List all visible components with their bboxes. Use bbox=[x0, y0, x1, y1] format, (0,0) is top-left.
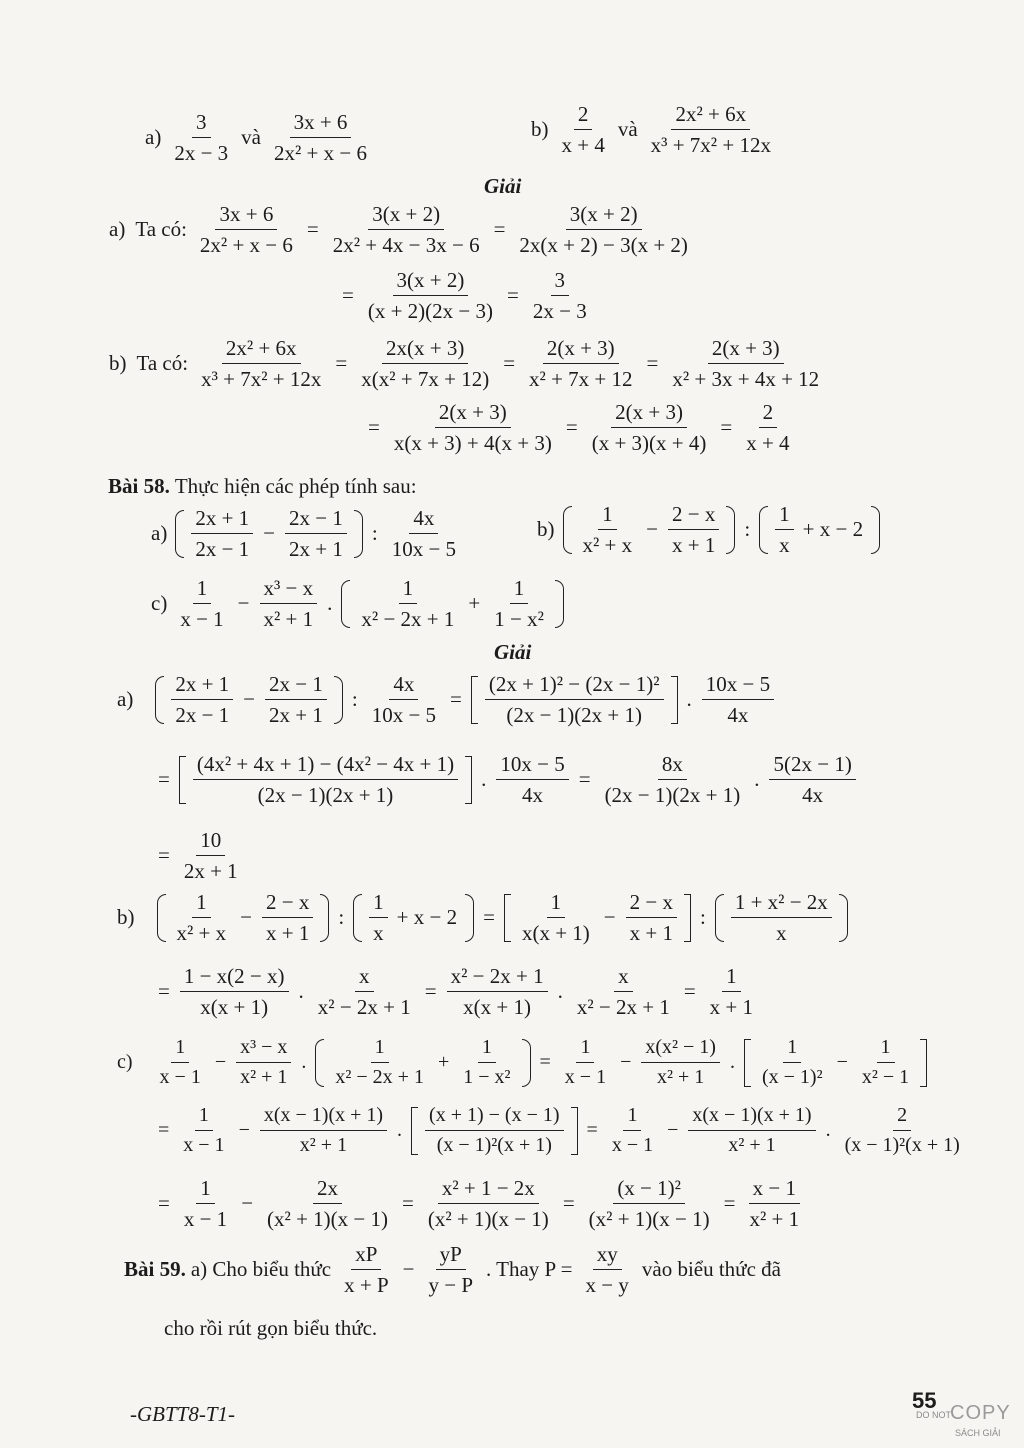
problem-number: Bài 59. bbox=[124, 1257, 186, 1282]
fraction: $\frac{1}{\text{x² − 2x + 1}}$ bbox=[361, 576, 455, 632]
fraction: $\frac{1}{\text{x² + x}}$ bbox=[176, 890, 227, 946]
fraction: $\frac{3x + 6}{\text{2x² + x − 6}}$ bbox=[199, 202, 293, 258]
fraction: $\frac{3}{2x - 3}$ bbox=[174, 110, 229, 166]
fraction: $\frac{2(x + 3)}{(x + 3)(x + 4)}$ bbox=[591, 400, 707, 456]
fraction: $\frac{xy}{x - y}$ bbox=[585, 1242, 629, 1298]
watermark-copy: COPY bbox=[950, 1402, 1011, 1424]
fraction: $\frac{3}{2x - 3}$ bbox=[532, 268, 587, 324]
fraction: $\frac{\text{x³ − x}}{\text{x² + 1}}$ bbox=[236, 1036, 291, 1089]
solution-58c-line2: = $\frac{1}{x - 1}$ − $\frac{x(x - 1)(x + 1)}{\text{x² + 1}}$ . $\frac{(x + 1) - (x - 1)}{\text{(x − 1)²(x + 1)}}$ = $\frac{1}{x - 1}$ − $\frac{x(x - 1)(x + 1)}{\text{x² + 1}}$ . $\frac{2}{\text{(x − 1)²(x + 1)}}$ bbox=[152, 1104, 968, 1157]
fraction: $\frac{\text{(x − 1)²}}{\text{(x² + 1)(x − 1)}}$ bbox=[588, 1176, 710, 1232]
problem-text: Thực hiện các phép tính sau: bbox=[174, 474, 417, 498]
fraction: $\frac{2x}{\text{(x² + 1)(x − 1)}}$ bbox=[267, 1176, 388, 1232]
footer-book-code: -GBTT8-T1- bbox=[130, 1402, 236, 1426]
fraction: $\frac{(x + 1) - (x - 1)}{\text{(x − 1)²(x + 1)}}$ bbox=[425, 1104, 563, 1157]
fraction: $\frac{1}{x(x + 1)}$ bbox=[521, 890, 590, 946]
problem-58a: a) $\frac{2x + 1}{2x - 1}$ − $\frac{2x - 1}{2x + 1}$ : $\frac{4x}{10x - 5}$ bbox=[146, 506, 464, 561]
fraction: $\frac{2x + 1}{2x - 1}$ bbox=[171, 672, 233, 727]
part-label: a) bbox=[109, 217, 126, 242]
fraction: $\frac{xP}{x + P}$ bbox=[344, 1242, 389, 1298]
fraction: $\frac{2}{x + 4}$ bbox=[746, 400, 790, 456]
fraction: $\frac{1}{x}$ bbox=[369, 890, 388, 945]
fraction: $\frac{1 - x(2 - x)}{x(x + 1)}$ bbox=[180, 964, 289, 1019]
part-label: c) bbox=[117, 1051, 133, 1073]
part-label: b) bbox=[531, 117, 549, 142]
fraction: $\frac{\text{x(x² − 1)}}{\text{x² + 1}}$ bbox=[641, 1036, 720, 1089]
lead-text: Ta có: bbox=[135, 217, 187, 242]
solution-58a-line3: = $\frac{10}{2x + 1}$ bbox=[152, 828, 246, 883]
solution-57a-line2: = $\frac{3(x + 2)}{(x + 2)(2x - 3)}$ = $\frac{3}{2x - 3}$ bbox=[336, 268, 595, 323]
fraction: $\frac{2 - x}{x + 1}$ bbox=[668, 502, 719, 557]
watermark-do-not: DO NOT bbox=[916, 1410, 951, 1420]
fraction: $\frac{1}{\text{x² + x}}$ bbox=[582, 502, 633, 558]
fraction: $\frac{10x - 5}{4x}$ bbox=[702, 672, 774, 727]
problem-58b: b) $\frac{1}{\text{x² + x}}$ − $\frac{2 - x}{x + 1}$ : $\frac{1}{x}$ + x − 2 bbox=[532, 502, 883, 557]
part-label: a) bbox=[151, 521, 168, 546]
fraction: $\frac{1}{\text{1 − x²}}$ bbox=[494, 576, 544, 632]
problem-number: Bài 58. bbox=[108, 474, 170, 498]
fraction: $\frac{1}{\text{1 − x²}}$ bbox=[463, 1036, 511, 1088]
solution-58b-line1: b) $\frac{1}{\text{x² + x}}$ − $\frac{2 - x}{x + 1}$ : $\frac{1}{x}$ + x − 2 = $\frac{1}{x(x + 1)}$ − $\frac{2 - x}{x + 1}$ : $\frac{\text{1 + x² − 2x}}{x}$ bbox=[112, 890, 851, 945]
fraction: $\frac{1}{\text{(x − 1)²}}$ bbox=[761, 1036, 823, 1088]
fraction: $\frac{2x - 1}{2x + 1}$ bbox=[285, 506, 347, 561]
page-number: 55 bbox=[912, 1388, 937, 1413]
fraction: $\frac{2x(x + 3)}{\text{x(x² + 7x + 12)}}$ bbox=[361, 336, 490, 392]
fraction: $\frac{x(x - 1)(x + 1)}{\text{x² + 1}}$ bbox=[688, 1104, 815, 1157]
problem-57-part-b bbox=[526, 102, 779, 157]
part-label: b) bbox=[537, 517, 555, 542]
fraction: $\frac{2x - 1}{2x + 1}$ bbox=[265, 672, 327, 727]
fraction: $\frac{1}{\text{x² − 2x + 1}}$ bbox=[335, 1036, 424, 1088]
fraction: $\frac{1}{x - 1}$ bbox=[159, 1036, 201, 1088]
solution-heading: Giải bbox=[484, 174, 522, 198]
solution-57a-line1: a) Ta có: $\frac{3x + 6}{\text{2x² + x − 6}}$ = $\frac{3(x + 2)}{\text{2x² + 4x − 3x − 6}}$ = $\frac{3(x + 2)}{2x(x + 2) - 3(x + 2)}$ bbox=[104, 202, 696, 257]
part-label: b) bbox=[117, 905, 135, 930]
problem-59-line2: cho rồi rút gọn biểu thức. bbox=[164, 1316, 378, 1340]
fraction: $\frac{x}{\text{x² − 2x + 1}}$ bbox=[317, 964, 411, 1020]
fraction: $\frac{2 - x}{x + 1}$ bbox=[262, 890, 313, 945]
fraction: $\frac{10}{2x + 1}$ bbox=[183, 828, 238, 884]
part-label: a) bbox=[145, 125, 162, 150]
fraction: $\frac{3(x + 2)}{2x(x + 2) - 3(x + 2)}$ bbox=[519, 202, 688, 258]
conjunction: và bbox=[617, 117, 638, 142]
fraction: $\frac{2(x + 3)}{x(x + 3) + 4(x + 3)}$ bbox=[393, 400, 552, 456]
fraction: $\frac{4x}{10x - 5}$ bbox=[391, 506, 457, 562]
fraction: $\frac{1}{x - 1}$ bbox=[180, 576, 224, 632]
solution-58a-line1: a) $\frac{2x + 1}{2x - 1}$ − $\frac{2x - 1}{2x + 1}$ : $\frac{4x}{10x - 5}$ = $\frac{\text{(2x + 1)² − (2x − 1)²}}{(2x - 1)(2x + 1)}$ . $\frac{10x - 5}{4x}$ bbox=[112, 672, 778, 727]
fraction: $\frac{3(x + 2)}{\text{2x² + 4x − 3x − 6}}$ bbox=[332, 202, 480, 258]
fraction: $\frac{2}{x + 4}$ bbox=[561, 102, 605, 158]
solution-58b-line2: = $\frac{1 - x(2 - x)}{x(x + 1)}$ . $\frac{x}{\text{x² − 2x + 1}}$ = $\frac{\text{x² − 2x + 1}}{x(x + 1)}$ . $\frac{x}{\text{x² − 2x + 1}}$ = $\frac{1}{x + 1}$ bbox=[152, 964, 761, 1019]
fraction: $\frac{2x + 1}{2x - 1}$ bbox=[191, 506, 253, 561]
fraction: $\frac{1}{x - 1}$ bbox=[183, 1104, 225, 1156]
fraction: $\frac{\text{2x² + 6x}}{\text{x³ + 7x² + 12x}}$ bbox=[650, 102, 771, 158]
fraction: $\frac{2 - x}{x + 1}$ bbox=[626, 890, 677, 945]
fraction: $\frac{1}{x}$ bbox=[775, 502, 794, 557]
part-label: c) bbox=[151, 591, 168, 616]
fraction: $\frac{1}{x - 1}$ bbox=[611, 1104, 654, 1156]
watermark-brand: SÁCH GIẢI bbox=[955, 1428, 1001, 1438]
solution-heading-58: Giải bbox=[494, 640, 532, 664]
fraction: $\frac{\text{x² − 2x + 1}}{x(x + 1)}$ bbox=[447, 964, 548, 1019]
fraction: $\frac{2(x + 3)}{\text{x² + 7x + 12}}$ bbox=[529, 336, 633, 392]
fraction: $\frac{x(x - 1)(x + 1)}{\text{x² + 1}}$ bbox=[260, 1104, 387, 1157]
fraction: $\frac{3(x + 2)}{(x + 2)(2x - 3)}$ bbox=[367, 268, 494, 324]
lead-text: Ta có: bbox=[136, 351, 189, 376]
fraction: $\frac{1}{\text{x² − 1}}$ bbox=[861, 1036, 910, 1088]
fraction: $\frac{yP}{y - P}$ bbox=[428, 1242, 474, 1298]
fraction: $\frac{2}{\text{(x − 1)²(x + 1)}}$ bbox=[844, 1104, 960, 1156]
fraction: $\frac{\text{(2x + 1)² − (2x − 1)²}}{(2x - 1)(2x + 1)}$ bbox=[485, 672, 664, 727]
fraction: $\frac{\text{x³ − x}}{\text{x² + 1}}$ bbox=[260, 576, 318, 631]
solution-58a-line2: = $\frac{\text{(4x² + 4x + 1) − (4x² − 4x + 1)}}{(2x - 1)(2x + 1)}$ . $\frac{10x - 5}{4x}$ = $\frac{8x}{(2x - 1)(2x + 1)}$ . $\frac{5(2x - 1)}{4x}$ bbox=[152, 752, 860, 807]
fraction: $\frac{1}{x - 1}$ bbox=[183, 1176, 228, 1232]
solution-57b-line1: b) Ta có: $\frac{\text{2x² + 6x}}{\text{x³ + 7x² + 12x}}$ = $\frac{2x(x + 3)}{\text{x(x² + 7x + 12)}}$ = $\frac{2(x + 3)}{\text{x² + 7x + 12}}$ = $\frac{2(x + 3)}{\text{x² + 3x + 4x + 12}}$ bbox=[104, 336, 827, 391]
expression-tail: + x − 2 bbox=[802, 517, 864, 542]
fraction: $\frac{x}{\text{x² − 2x + 1}}$ bbox=[576, 964, 670, 1020]
problem-59-line1: Bài 59. a) Cho biểu thức $\frac{xP}{x + P}$ − $\frac{yP}{y - P}$ . Thay P = $\frac{xy}{x - y}$ vào biểu thức đã bbox=[124, 1242, 786, 1297]
fraction: $\frac{1}{x - 1}$ bbox=[564, 1036, 607, 1088]
fraction: $\frac{\text{1 + x² − 2x}}{x}$ bbox=[731, 890, 832, 945]
fraction: $\frac{5(2x - 1)}{4x}$ bbox=[769, 752, 855, 807]
problem-58c: c) $\frac{1}{x - 1}$ − $\frac{\text{x³ − x}}{\text{x² + 1}}$ . $\frac{1}{\text{x² − 2x + 1}}$ + $\frac{1}{\text{1 − x²}}$ bbox=[146, 576, 567, 631]
fraction: $\frac{4x}{10x - 5}$ bbox=[371, 672, 437, 728]
fraction: $\frac{8x}{(2x - 1)(2x + 1)}$ bbox=[604, 752, 741, 808]
solution-57b-line2: = $\frac{2(x + 3)}{x(x + 3) + 4(x + 3)}$ = $\frac{2(x + 3)}{(x + 3)(x + 4)}$ = $\frac{2}{x + 4}$ bbox=[362, 400, 798, 455]
fraction: $\frac{\text{2x² + 6x}}{\text{x³ + 7x² + 12x}}$ bbox=[201, 336, 322, 392]
conjunction: và bbox=[241, 125, 261, 150]
fraction: $\frac{1}{x + 1}$ bbox=[709, 964, 754, 1020]
solution-58c-line1: c) $\frac{1}{x - 1}$ − $\frac{\text{x³ − x}}{\text{x² + 1}}$ . $\frac{1}{\text{x² − 2x + 1}}$ + $\frac{1}{\text{1 − x²}}$ = $\frac{1}{x - 1}$ − $\frac{\text{x(x² − 1)}}{\text{x² + 1}}$ . $\frac{1}{\text{(x − 1)²}}$ − $\frac{1}{\text{x² − 1}}$ bbox=[112, 1036, 930, 1089]
solution-58c-line3: = $\frac{1}{x - 1}$ − $\frac{2x}{\text{(x² + 1)(x − 1)}}$ = $\frac{\text{x² + 1 − 2x}}{\text{(x² + 1)(x − 1)}}$ = $\frac{\text{(x − 1)²}}{\text{(x² + 1)(x − 1)}}$ = $\frac{x - 1}{\text{x² + 1}}$ bbox=[152, 1176, 807, 1231]
problem-57-part-a bbox=[140, 110, 375, 165]
part-label: a) bbox=[117, 687, 134, 712]
fraction: $\frac{2(x + 3)}{\text{x² + 3x + 4x + 12}}$ bbox=[672, 336, 820, 392]
fraction: $\frac{10x - 5}{4x}$ bbox=[496, 752, 568, 807]
fraction: $\frac{\text{(4x² + 4x + 1) − (4x² − 4x + 1)}}{(2x - 1)(2x + 1)}$ bbox=[193, 752, 458, 807]
problem-58-title bbox=[108, 474, 422, 499]
fraction: $\frac{x - 1}{\text{x² + 1}}$ bbox=[749, 1176, 800, 1232]
part-label: b) bbox=[109, 351, 127, 376]
problem-text: . Thay P = bbox=[486, 1257, 573, 1282]
problem-text: vào biểu thức đã bbox=[641, 1257, 781, 1282]
problem-text: a) Cho biểu thức bbox=[190, 1257, 332, 1282]
fraction: $\frac{3x + 6}{\text{2x² + x − 6}}$ bbox=[274, 110, 367, 166]
fraction: $\frac{\text{x² + 1 − 2x}}{\text{(x² + 1)(x − 1)}}$ bbox=[427, 1176, 549, 1232]
